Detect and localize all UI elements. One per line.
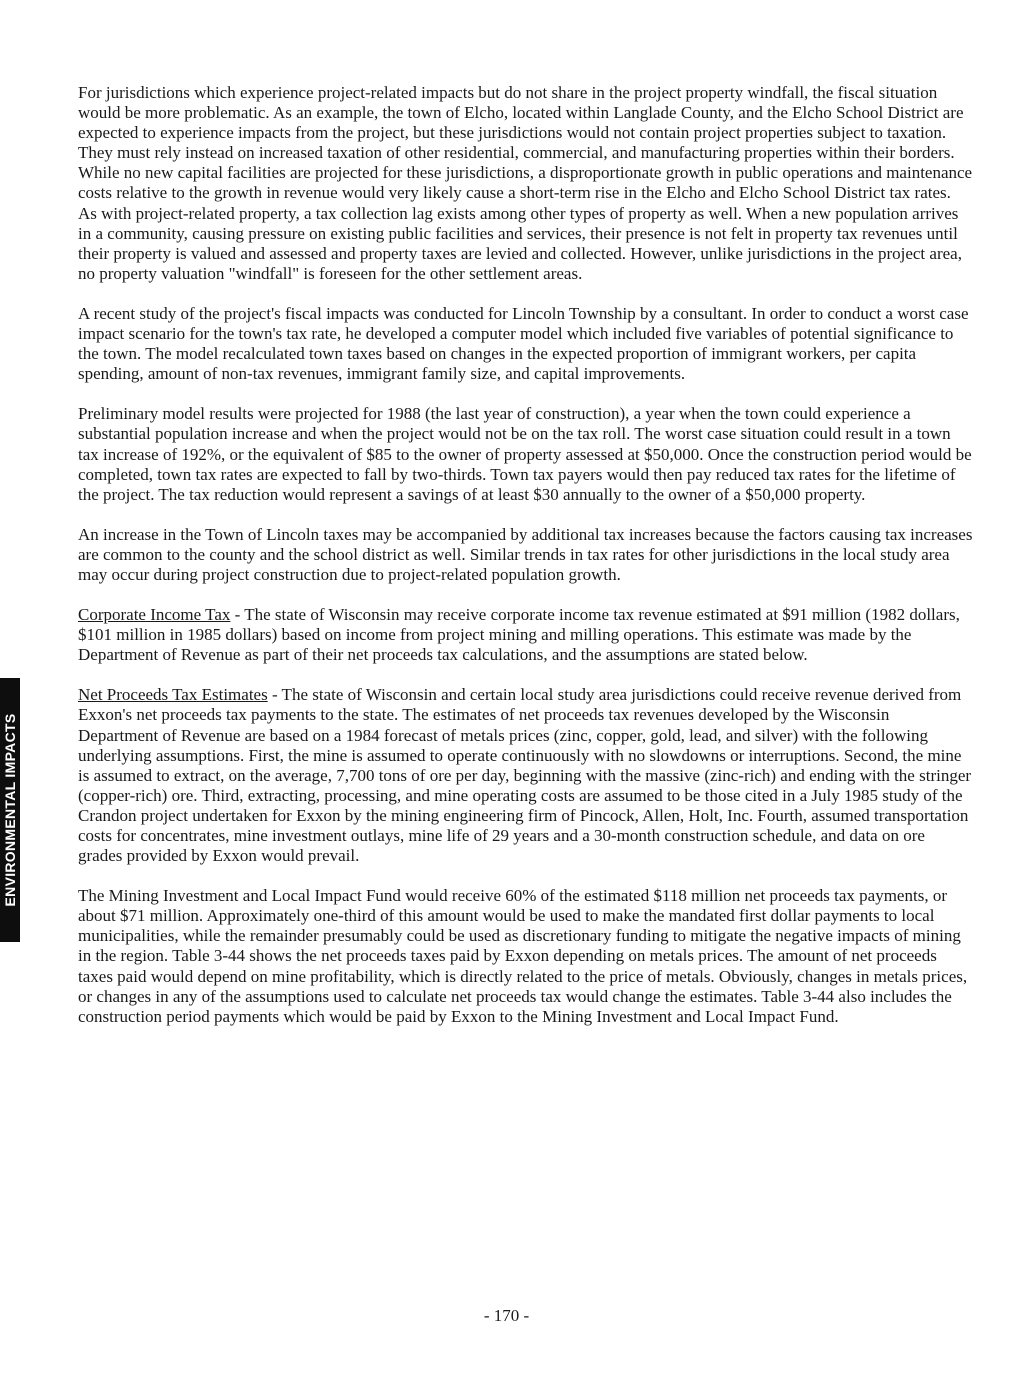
section-side-tab-label: ENVIRONMENTAL IMPACTS — [2, 713, 18, 907]
corporate-income-tax-text: - The state of Wisconsin may receive corporate income tax revenue estimated at $91 million (1982 dollars, $101 million in 1985 dollars) based on income from project mining and milling operations. This estimate was made by the Department of Revenue as part of their net proceeds tax calculations, and the assumptions are stated below. — [78, 605, 960, 665]
paragraph-lincoln-study: A recent study of the project's fiscal impacts was conducted for Lincoln Township by a consultant. In order to conduct a worst case impact scenario for the town's tax rate, he developed a computer model which included five variables of potential significance to the town. The model recalculated town taxes based on changes in the expected proportion of immigrant workers, per capita spending, amount of non-tax revenues, immigrant family size, and capital improvements. — [78, 303, 969, 384]
paragraph-fiscal-situation: For jurisdictions which experience project-related impacts but do not share in the project property windfall, the fiscal situation would be more problematic. As an example, the town of Elcho, located within Langlade County, and the Elcho School District are expected to experience impacts from the project, but these jurisdictions would not contain project properties subject to taxation. They must rely instead on increased taxation of other residential, commercial, and manufacturing properties within their borders. While no new capital facilities are projected for these jurisdictions, a disproportionate growth in public operations and maintenance costs relative to the growth in revenue would very likely cause a short-term rise in the Elcho and Elcho School District tax rates. As with project-related property, a tax collection lag exists among other types of property as well. When a new population arrives in a community, causing pressure on existing public facilities and services, their presence is not felt in property tax revenues until their property is valued and assessed and property taxes are levied and collected. However, unlike jurisdictions in the project area, no property valuation "windfall" is foreseen for the other settlement areas. — [78, 83, 973, 283]
paragraph-preliminary-results: Preliminary model results were projected for 1988 (the last year of construction), a year when the town could experience a substantial population increase and when the project would not be on the tax roll. The worst case situation could result in a town tax increase of 192%, or the equivalent of $85 to the owner of property assessed at $50,000. Once the construction period would be completed, town tax rates are expected to fall by two-thirds. Town tax payers would then pay reduced tax rates for the lifetime of the project. The tax reduction would represent a savings of at least $30 annually to the owner of a $50,000 property. — [78, 404, 972, 504]
paragraph-tax-increase-trends: An increase in the Town of Lincoln taxes may be accompanied by additional tax increases because the factors causing tax increases are common to the county and the school district as well. Similar trends in tax rates for other jurisdictions in the local study area may occur during project construction due to project-related population growth. — [78, 524, 973, 584]
net-proceeds-tax-text: - The state of Wisconsin and certain local study area jurisdictions could receive revenue derived from Exxon's net proceeds tax payments to the state. The estimates of net proceeds tax revenues developed by the Wisconsin Department of Revenue are based on a 1984 forecast of metals prices (zinc, copper, gold, lead, and silver) with the following underlying assumptions. First, the mine is assumed to operate continuously with no slowdowns or interruptions. Second, the mine is assumed to extract, on the average, 7,700 tons of ore per day, beginning with the massive (zinc-rich) and ending with the stringer (copper-rich) ore. Third, extracting, processing, and mine operating costs are assumed to be those cited in a July 1985 study of the Crandon project undertaken for Exxon by the mining engineering firm of Pincock, Allen, Holt, Inc. Fourth, assumed transportation costs for concentrates, mine investment outlays, mine life of 29 years and a 30-month construction schedule, and data on ore grades provided by Exxon would prevail. — [78, 685, 972, 866]
section-side-tab — [0, 678, 20, 942]
paragraph-corporate-income-tax — [78, 605, 973, 665]
document-body — [78, 83, 973, 1047]
page-number: - 170 - — [483, 1306, 530, 1325]
heading-net-proceeds-tax: Net Proceeds Tax Estimates — [78, 685, 268, 705]
heading-corporate-income-tax: Corporate Income Tax — [78, 605, 231, 625]
paragraph-net-proceeds-tax — [78, 685, 973, 866]
paragraph-mining-investment-fund: The Mining Investment and Local Impact Fund would receive 60% of the estimated $118 million net proceeds tax payments, or about $71 million. Approximately one-third of this amount would be used to make the mandated first dollar payments to local municipalities, while the remainder presumably could be used as discretionary funding to mitigate the negative impacts of mining in the region. Table 3-44 shows the net proceeds taxes paid by Exxon depending on metals prices. The amount of net proceeds taxes paid would depend on mine profitability, which is directly related to the price of metals. Obviously, changes in metals prices, or changes in any of the assumptions used to calculate net proceeds tax would change the estimates. Table 3-44 also includes the construction period payments which would be paid by Exxon to the Mining Investment and Local Impact Fund. — [78, 886, 968, 1026]
